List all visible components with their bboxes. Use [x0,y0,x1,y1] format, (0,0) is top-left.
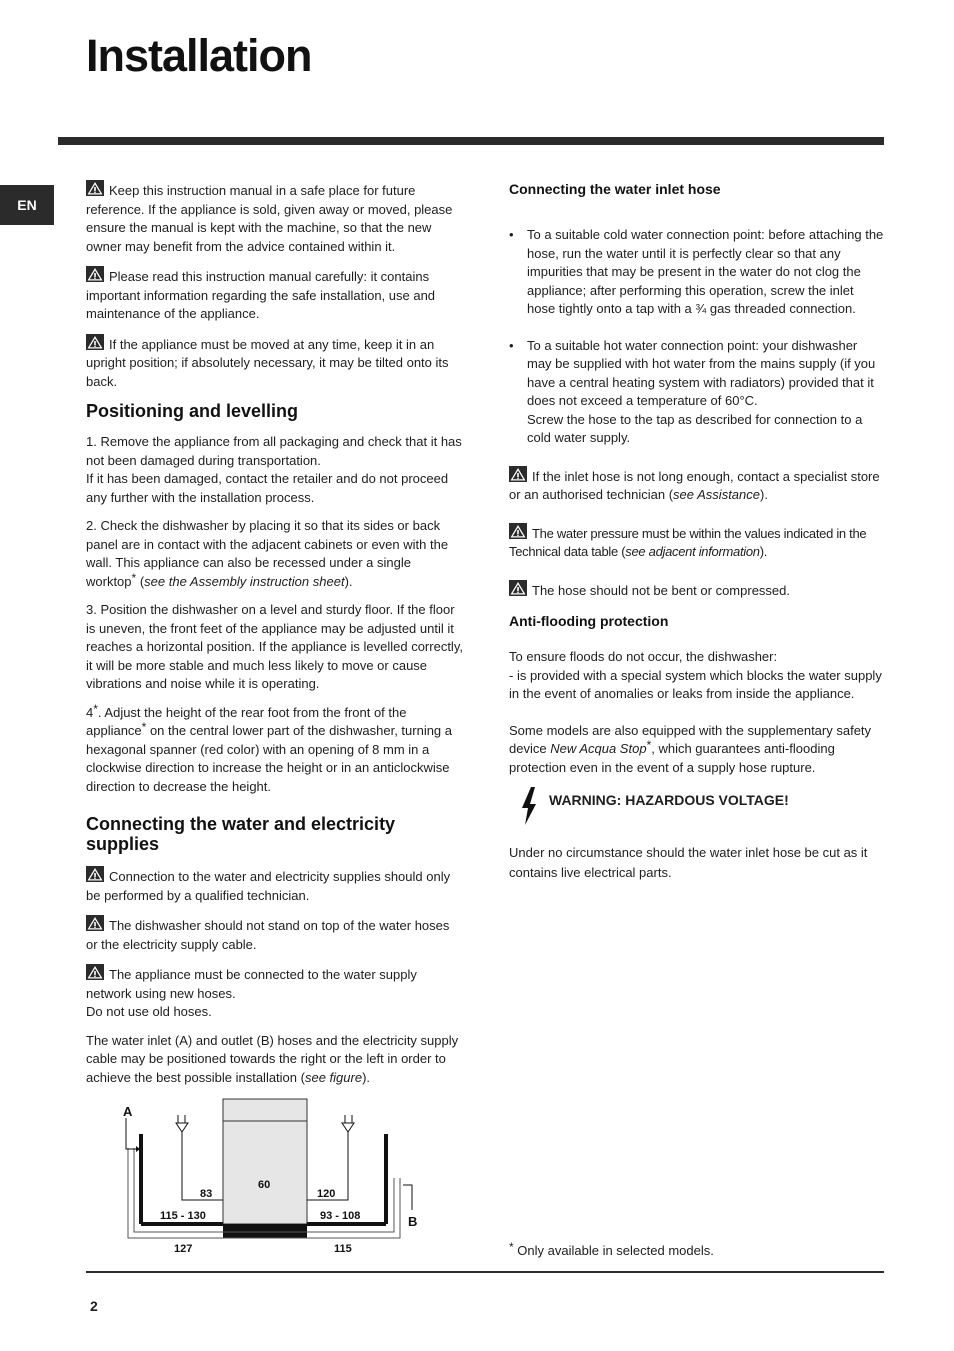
warning-text: ). [760,487,768,502]
footnote [509,1240,714,1258]
label-inlet-a: A [123,1104,133,1119]
warning-paragraph [86,915,464,954]
body-text: ). [362,1069,371,1085]
voltage-warning [517,787,885,825]
section-heading-inlet-hose: Connecting the water inlet hose [509,181,721,197]
warning-text: Connection to the water and electricity supplies should only be performed by a qualified technician. [86,869,451,903]
dimension-115-130: 115 - 130 [160,1210,206,1222]
warning-text: The water pressure must be within the values indicated in the Technical data table ( [509,525,867,559]
right-column [509,180,885,893]
instruction-step-1 [86,433,464,507]
section-heading-antiflooding: Anti-flooding protection [509,613,669,629]
label-outlet-b: B [408,1214,418,1229]
step-text: 1. Remove the appliance from all packaging and check that it has not been damaged during transportation. [86,434,462,468]
step-text: 3. Position the dishwasher on a level and sturdy floor. If the floor is uneven, the front feet of the appliance may be adjusted until it reaches a horizontal position. If the appliance is levelled correctly, it will be more stable and much less likely to move or cause vibrations and noise while it is operating. [86,602,463,691]
acqua-stop-paragraph [509,722,885,778]
step-text: . Adjust the height of the rear foot from the front of the appliance [86,704,407,738]
cross-reference: see figure [304,1069,363,1085]
voltage-warning-title: WARNING: HAZARDOUS VOLTAGE! [549,792,789,808]
body-text: , which guarantees anti-flooding protection even in the event of a supply hose rupture. [509,741,835,775]
instruction-step-2: 2. Check the dishwasher by placing it so that its sides or back panel are in contact with the adjacent cabinets or even with the wall. This appliance can also be recessed under a single worktop* (see the Assembly instruction sheet). [86,518,449,589]
warning-text: ). [759,544,768,559]
step-text: If it has been damaged, contact the retailer and do not proceed any further with the installation process. [86,471,449,505]
list-item [509,337,885,448]
installation-diagram [118,1096,428,1258]
dimension-127: 127 [174,1243,193,1255]
left-column [86,180,464,1097]
warning-paragraph [86,334,464,392]
footnote-star: * [509,1240,514,1254]
cross-reference: see Assistance [673,487,760,502]
warning-text: Do not use old hoses. [86,1004,212,1019]
connection-list [509,226,885,448]
cross-reference: see the Assembly instruction sheet [144,573,345,589]
footnote-text: Only available in selected models. [517,1243,714,1258]
warning-paragraph [86,180,464,256]
dimension-115: 115 [334,1243,352,1255]
warning-triangle-icon [86,964,104,980]
warning-paragraph [509,466,885,505]
bullet-dot: • [509,337,514,353]
warning-paragraph [86,964,464,1022]
warning-paragraph [86,266,464,324]
warning-triangle-icon [86,866,104,882]
antiflooding-paragraph [509,648,885,704]
warning-text: The dishwasher should not stand on top of the water hoses or the electricity supply cable. [86,918,450,952]
body-text: - is provided with a special system which blocks the water supply in the event of anomalies or leaks from inside the appliance. [509,667,882,701]
cross-reference: see adjacent information [625,544,760,559]
warning-paragraph [509,580,885,601]
dimension-60: 60 [258,1179,271,1191]
step-text: on the central lower part of the dishwasher, turning a hexagonal spanner (red color) with an opening of 8 mm in a clockwise direction to increase the height or in an anticlockwise direction to decrease the height. [86,723,453,794]
language-tab: EN [0,185,54,225]
warning-triangle-icon [86,180,104,196]
footnote-star: * [141,720,147,734]
warning-triangle-icon [509,466,527,482]
list-item-text: To a suitable hot water connection point: your dishwasher may be supplied with hot water from the mains supply (if you have a central heating system with radiators) provided that it does not exceed a temperature of 60°C. [527,337,876,408]
list-item [509,226,885,319]
section-heading-connecting: Connecting the water and electricity supplies [86,814,396,854]
list-item-text: To a suitable cold water connection point: before attaching the hose, run the water until it is perfectly clear so that any impurities that may be present in the water do not clog the appliance; after performing this operation, screw the inlet hose tightly onto a tap with a ¾ gas threaded connection. [527,227,884,316]
warning-paragraph [86,866,464,905]
footer-rule [86,1271,884,1273]
footnote-star: * [93,701,98,716]
dimension-93-108: 93 - 108 [320,1210,361,1222]
instruction-step-3 [86,601,464,694]
connection-paragraph [86,1032,464,1088]
warning-triangle-icon [509,523,527,539]
step-text: 2. Check the dishwasher by placing it so that its sides or back panel are in contact with the adjacent cabinets or even with the wall. This appliance can also be recessed under a single worktop [86,518,449,589]
header-rule [58,137,884,145]
warning-text: The hose should not be bent or compressed. [532,582,790,598]
body-text: To ensure floods do not occur, the dishwasher: [509,649,778,664]
warning-paragraph [509,523,885,562]
page-number: 2 [90,1298,98,1314]
warning-triangle-icon [86,915,104,931]
lightning-bolt-icon [517,787,543,825]
warning-text: Keep this instruction manual in a safe place for future reference. If the appliance is sold, given away or moved, please ensure the manual is kept with the machine, so that the new owner may benefit from the advice contained within it. [86,183,453,254]
warning-text: Please read this instruction manual carefully: it contains important information regarding the safe installation, use and maintenance of the appliance. [86,269,436,321]
warning-text: If the inlet hose is not long enough, contact a specialist store or an authorised technician ( [509,468,880,502]
step-number: 4 [86,704,94,720]
warning-text: The appliance must be connected to the water supply network using new hoses. [86,967,417,1001]
dimension-83: 83 [200,1188,213,1200]
footnote-star: * [131,570,137,585]
warning-triangle-icon [509,580,527,596]
warning-text: If the appliance must be moved at any time, keep it in an upright position; if absolutely necessary, it may be tilted onto its back. [86,336,449,389]
instruction-step-4 [86,701,464,797]
bullet-dot: • [509,227,514,242]
page-title: Installation [86,30,312,81]
section-heading-positioning: Positioning and levelling [86,401,299,421]
dimension-120: 120 [317,1188,336,1200]
product-name: New Acqua Stop [550,741,647,756]
warning-triangle-icon [86,266,104,282]
warning-triangle-icon [86,334,104,350]
list-item-text: Screw the hose to the tap as described for connection to a cold water supply. [527,411,863,445]
voltage-warning-text: Under no circumstance should the water inlet hose be cut as it contains live electrical parts. [509,845,868,880]
body-text: The water inlet (A) and outlet (B) hoses and the electricity supply cable may be positioned towards the right or the left in order to achieve the best possible installation ( [86,1032,459,1085]
hose-position-figure [118,1096,428,1258]
body-text: Some models are also equipped with the supplementary safety device [509,722,872,756]
footnote-star: * [646,738,652,752]
